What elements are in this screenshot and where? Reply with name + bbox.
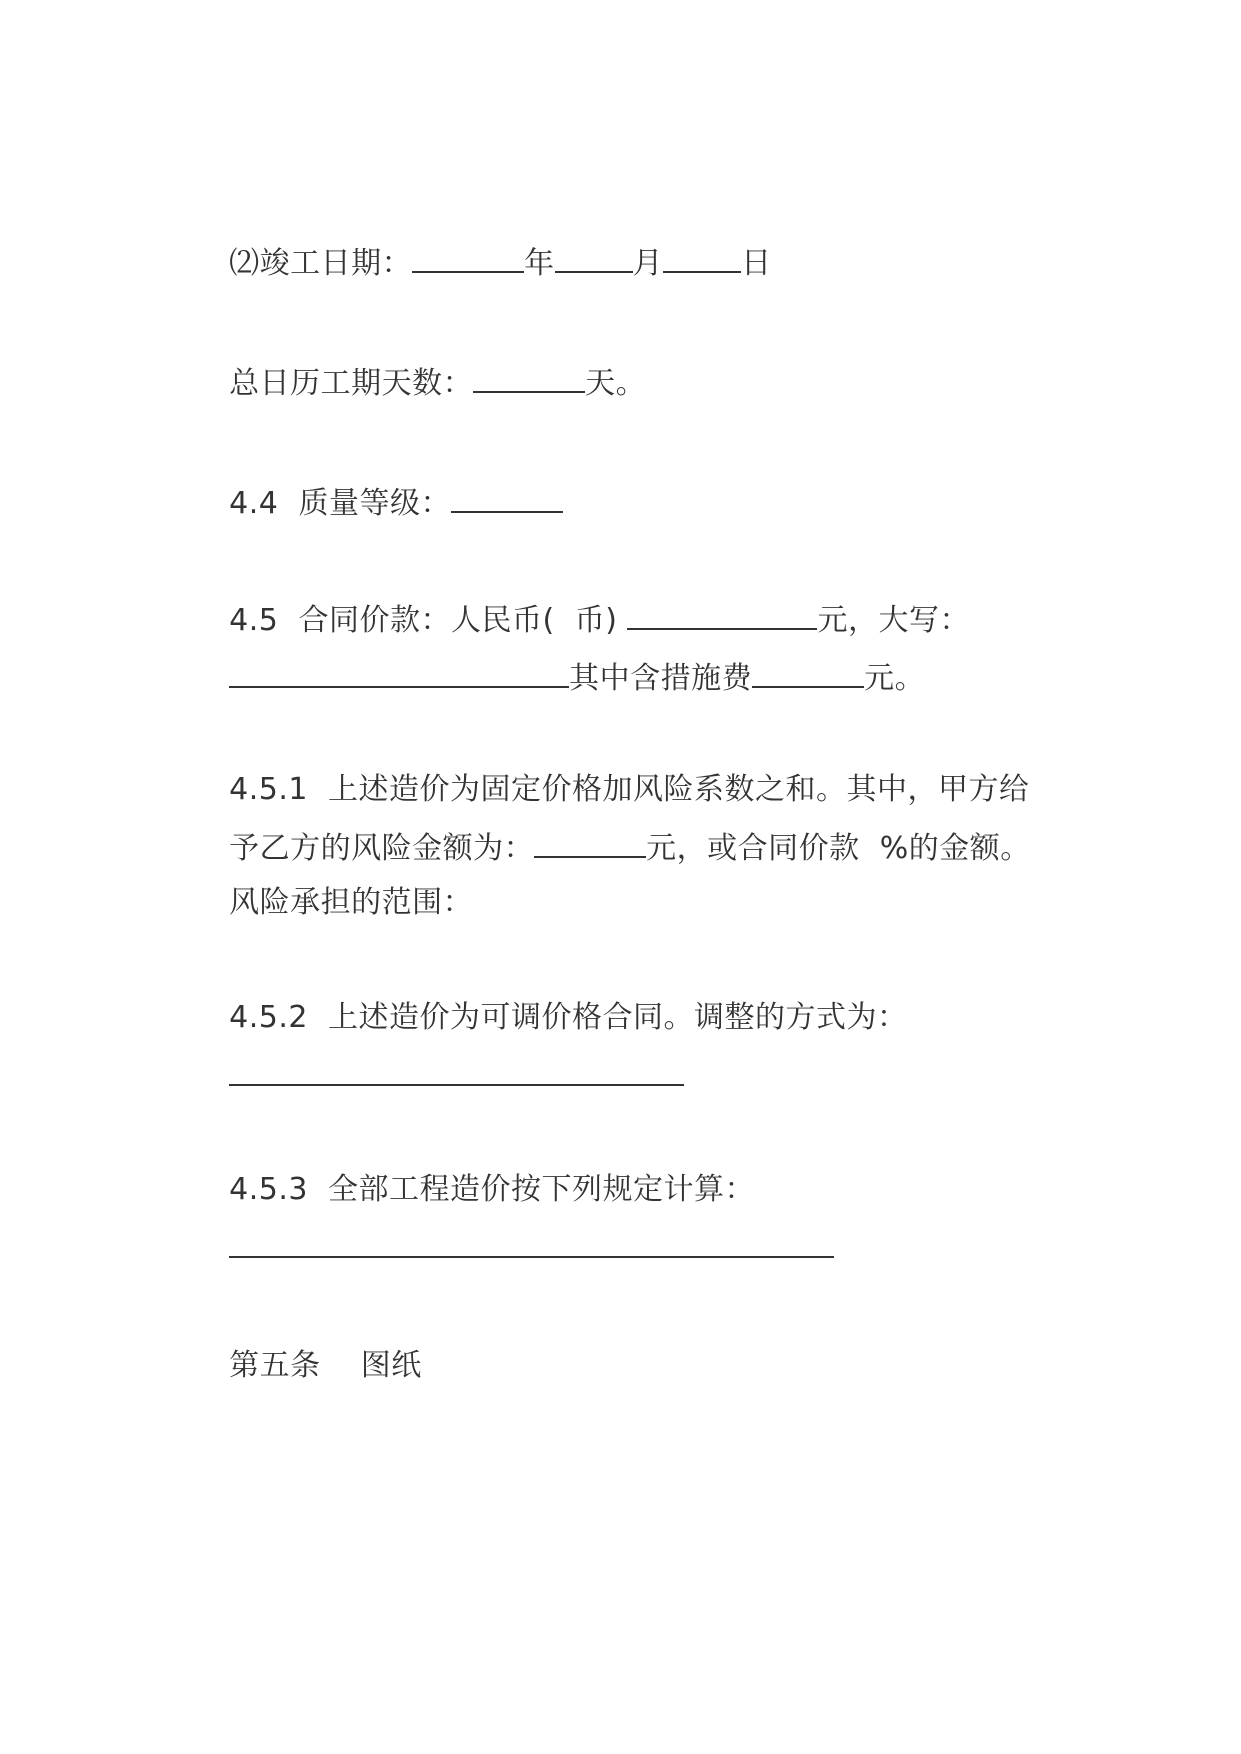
contract-price-unit-label: 元，大写：	[817, 603, 970, 638]
measures-fee-label: 其中含措施费	[569, 661, 753, 696]
quality-grade-blank[interactable]	[451, 481, 563, 513]
measures-fee-line	[189, 616, 925, 739]
calculation-rules-blank-line	[189, 1186, 834, 1309]
year-blank[interactable]	[412, 241, 524, 273]
calculation-rules-blank[interactable]	[229, 1226, 834, 1258]
article-5-heading	[189, 1306, 422, 1426]
adjustment-method-blank-line	[189, 1014, 684, 1137]
day-blank[interactable]	[663, 241, 741, 273]
total-days-line	[189, 321, 646, 444]
clause-4-5-2-text: 4.5.2 上述造价为可调价格合同。调整的方式为：	[229, 1000, 908, 1035]
capitalized-amount-blank[interactable]	[229, 656, 569, 688]
risk-amount-unit-label: 元，或合同价款 %的金额。	[646, 831, 1031, 866]
year-label: 年	[524, 246, 555, 281]
contract-price-label: 4.5 合同价款：人民币( 币)	[229, 603, 628, 638]
article-5-title: 第五条 图纸	[229, 1348, 422, 1383]
measures-fee-unit-label: 元。	[864, 661, 926, 696]
total-days-label: 总日历工期天数：	[229, 366, 474, 401]
quality-grade-line	[189, 441, 563, 564]
day-label: 日	[741, 246, 772, 281]
measures-fee-blank[interactable]	[752, 656, 864, 688]
quality-grade-label: 4.4 质量等级：	[229, 486, 451, 521]
risk-amount-blank[interactable]	[534, 826, 646, 858]
days-unit-label: 天。	[585, 366, 647, 401]
completion-date-line	[189, 201, 772, 324]
month-blank[interactable]	[555, 241, 633, 273]
risk-scope-label: 风险承担的范围：	[229, 885, 474, 920]
completion-date-label: ⑵竣工日期：	[229, 246, 413, 281]
month-label: 月	[632, 246, 664, 281]
adjustment-method-blank[interactable]	[229, 1054, 684, 1086]
total-days-blank[interactable]	[473, 361, 585, 393]
clause-4-5-3-text: 4.5.3 全部工程造价按下列规定计算：	[229, 1172, 756, 1207]
clause-4-5-1-line-3	[189, 843, 473, 963]
risk-amount-label: 予乙方的风险金额为：	[229, 831, 535, 866]
clause-4-5-1-text-1: 4.5.1 上述造价为固定价格加风险系数之和。其中，甲方给	[229, 772, 1030, 807]
